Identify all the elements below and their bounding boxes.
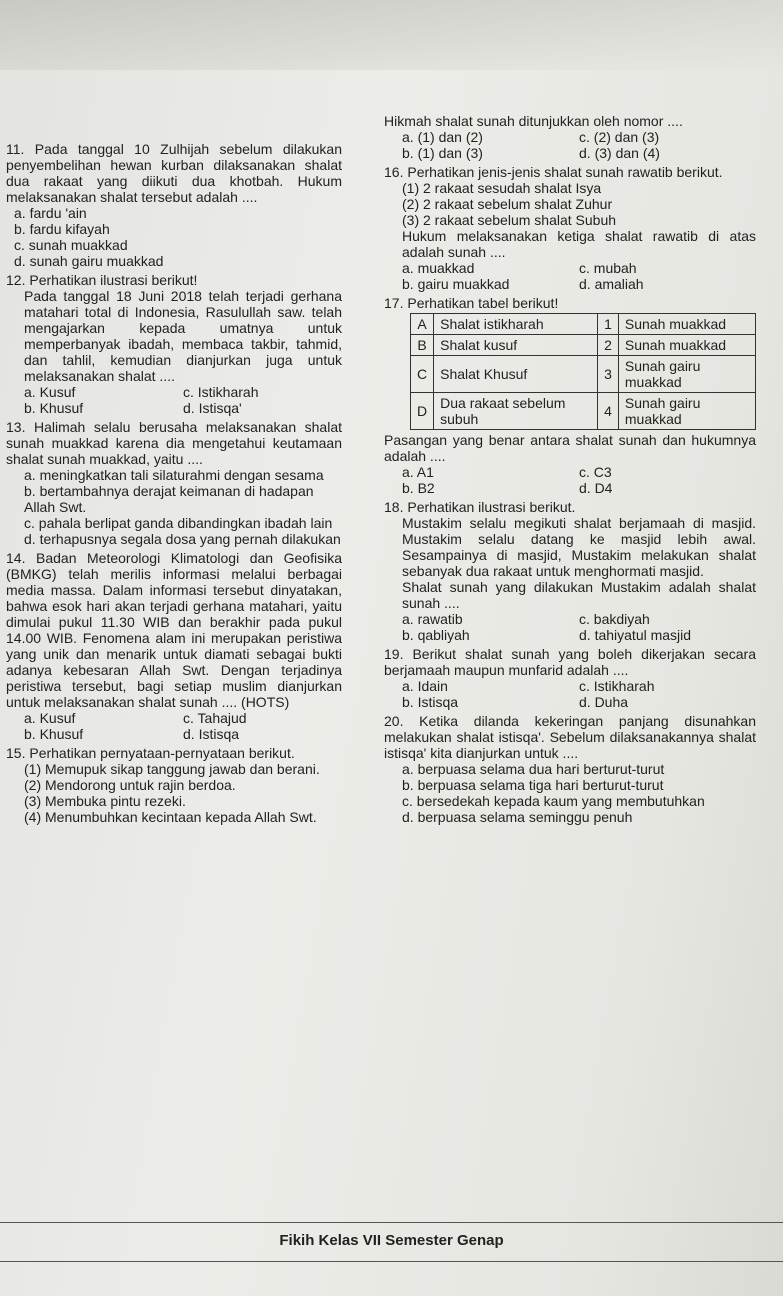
options-row (6, 710, 342, 726)
table-cell: A (411, 314, 434, 335)
table-cell: C (411, 356, 434, 393)
question-11 (6, 141, 342, 269)
question-12 (6, 272, 342, 416)
table-cell: Sunah gairu muakkad (618, 356, 755, 393)
option: b. B2 (402, 480, 435, 496)
statement-item: (4) Menumbuhkan kecintaan kepada Allah Swt. (24, 809, 317, 825)
option: b. berpuasa selama tiga hari berturut-turut (402, 777, 664, 793)
options-row (384, 678, 756, 694)
question-title: 17. Perhatikan tabel berikut! (384, 295, 559, 311)
page-fold-shadow (0, 0, 783, 70)
question-text: Shalat sunah yang dilakukan Mustakim adalah shalat sunah .... (402, 579, 756, 611)
options-row (6, 726, 342, 742)
option: c. C3 (579, 464, 612, 480)
table-cell: Dua rakaat sebelum subuh (434, 393, 598, 430)
option: a. A1 (402, 464, 434, 480)
option: a. meningkatkan tali silaturahmi dengan sesama (24, 467, 324, 483)
option: d. Istisqa' (183, 400, 242, 416)
question-text: Hikmah shalat sunah ditunjukkan oleh nomor .... (384, 113, 683, 129)
question-19 (384, 646, 756, 710)
options-row (384, 694, 756, 710)
question-18 (384, 499, 756, 643)
option: b. Istisqa (402, 694, 459, 710)
option: c. Istikharah (579, 678, 655, 694)
statement-item: (3) Membuka pintu rezeki. (24, 793, 186, 809)
table-cell: Sunah gairu muakkad (618, 393, 755, 430)
option-marked: a. Kusuf (24, 384, 76, 400)
option: d. Istisqa (183, 726, 240, 742)
option: a. berpuasa selama dua hari berturut-turut (402, 761, 665, 777)
illustration-text: Mustakim selalu megikuti shalat berjamaah di masjid. Mustakim selalu datang ke masjid lebih awal. Sesampainya di masjid, Mustakim melakukan shalat sebanyak dua rakaat untuk menghormati masjid. (402, 515, 756, 579)
table-cell: 1 (598, 314, 619, 335)
option: b. qabliyah (402, 627, 470, 643)
list-item: (3) 2 rakaat sebelum shalat Subuh (402, 212, 617, 228)
option: b. gairu muakkad (402, 276, 510, 292)
options-row (384, 260, 756, 276)
left-column (6, 138, 342, 825)
question-title: 18. Perhatikan ilustrasi berikut. (384, 499, 576, 515)
question-text: Pasangan yang benar antara shalat sunah dan hukumnya adalah .... (384, 432, 756, 464)
option: c. Istikharah (183, 384, 259, 400)
option: a. fardu 'ain (14, 205, 87, 221)
option: b. fardu kifayah (14, 221, 110, 237)
question-15-continued (384, 113, 756, 161)
option: d. amaliah (579, 276, 644, 292)
table-row (411, 393, 756, 430)
option: d. tahiyatul masjid (579, 627, 692, 643)
options-row (384, 464, 756, 480)
option: c. mubah (579, 260, 637, 276)
question-text: 11. Pada tanggal 10 Zulhijah sebelum dilakukan penyembelihan hewan kurban dilaksanakan shalat dua rakaat yang diikuti dua khotbah. Hukum melaksanakan shalat tersebut adalah .... (6, 141, 342, 205)
question-16 (384, 164, 756, 292)
list-item: (1) 2 rakaat sesudah shalat Isya (402, 180, 602, 196)
option: d. (3) dan (4) (579, 145, 660, 161)
footer-title: Fikih Kelas VII Semester Genap (279, 1232, 504, 1249)
table-row (411, 335, 756, 356)
question-text: Hukum melaksanakan ketiga shalat rawatib di atas adalah sunah .... (402, 228, 756, 260)
option-marked: a. Kusuf (24, 710, 76, 726)
options-row (384, 627, 756, 643)
option: d. terhapusnya segala dosa yang pernah dilakukan (24, 531, 341, 547)
option: b. Khusuf (24, 400, 84, 416)
shalat-table (410, 313, 756, 430)
option-marked: c. sunah muakkad (14, 237, 128, 253)
options-row (384, 129, 756, 145)
question-text: 14. Badan Meteorologi Klimatologi dan Geofisika (BMKG) telah merilis informasi melalui berbagai media massa. Dalam informasi tersebut dinyatakan, bahwa esok hari akan terjadi gerhana matahari, yaitu dimulai pukul 11.30 WIB dan berakhir pada pukul 14.00 WIB. Fenomena alam ini merupakan peristiwa yang unik dan menarik untuk diamati sebagai bukti adanya kebesaran Allah Swt. Dengan terjadinya peristiwa tersebut, bagi setiap muslim dianjurkan untuk melaksanakan shalat sunah .... (HOTS) (6, 550, 342, 710)
option: c. Tahajud (183, 710, 247, 726)
question-text: 20. Ketika dilanda kekeringan panjang disunahkan melakukan shalat istisqa'. Sebelum dilaksanakannya shalat istisqa' kita dianjurkan untuk .... (384, 713, 756, 761)
list-item: (2) 2 rakaat sebelum shalat Zuhur (402, 196, 613, 212)
option: d. D4 (579, 480, 613, 496)
table-cell: Sunah muakkad (618, 335, 755, 356)
option-marked: b. bertambahnya derajat keimanan di hadapan Allah Swt. (24, 483, 314, 515)
option: d. Duha (579, 694, 629, 710)
table-cell: Shalat Khusuf (434, 356, 598, 393)
option: d. sunah gairu muakkad (14, 253, 164, 269)
table-cell: D (411, 393, 434, 430)
option: c. bakdiyah (579, 611, 650, 627)
question-15 (6, 745, 342, 825)
right-column (384, 110, 756, 825)
statement-item: (2) Mendorong untuk rajin berdoa. (24, 777, 236, 793)
table-row (411, 314, 756, 335)
options-row (384, 611, 756, 627)
question-13 (6, 419, 342, 547)
options-row (6, 400, 342, 416)
question-title: 12. Perhatikan ilustrasi berikut! (6, 272, 198, 288)
table-cell: Shalat kusuf (434, 335, 598, 356)
option: a. rawatib (402, 611, 463, 627)
options-row (384, 145, 756, 161)
option: a. muakkad (402, 260, 475, 276)
option: c. pahala berlipat ganda dibandingkan ibadah lain (24, 515, 333, 531)
question-title: 16. Perhatikan jenis-jenis shalat sunah rawatib berikut. (384, 164, 723, 180)
options-row (384, 480, 756, 496)
table-row (411, 356, 756, 393)
question-text: 19. Berikut shalat sunah yang boleh dikerjakan secara berjamaah maupun munfarid adalah .... (384, 646, 756, 678)
table-cell: Sunah muakkad (618, 314, 755, 335)
option: a. Idain (402, 678, 448, 694)
option: b. (1) dan (3) (402, 145, 483, 161)
question-title: 15. Perhatikan pernyataan-pernyataan berikut. (6, 745, 295, 761)
option: b. Khusuf (24, 726, 84, 742)
options-row (6, 384, 342, 400)
table-cell: B (411, 335, 434, 356)
option: c. bersedekah kepada kaum yang membutuhkan (402, 793, 705, 809)
option: a. (1) dan (2) (402, 129, 483, 145)
table-cell: 4 (598, 393, 619, 430)
question-text: 13. Halimah selalu berusaha melaksanakan shalat sunah muakkad karena dia mengetahui keutamaan shalat sunah muakkad, yaitu .... (6, 419, 342, 467)
table-cell: 2 (598, 335, 619, 356)
statement-item: (1) Memupuk sikap tanggung jawab dan berani. (24, 761, 320, 777)
question-14 (6, 550, 342, 742)
options-row (384, 276, 756, 292)
question-17 (384, 295, 756, 496)
table-cell: Shalat istikharah (434, 314, 598, 335)
question-20 (384, 713, 756, 825)
option: c. (2) dan (3) (579, 129, 660, 145)
question-text: Pada tanggal 18 Juni 2018 telah terjadi gerhana matahari total di Indonesia, Rasulullah saw. telah mengajarkan kepada umatnya untuk memperbanyak ibadah, membaca takbir, tahmid, dan tahlil, kemudian dianjurkan juga untuk melaksanakan shalat .... (24, 288, 342, 384)
table-cell: 3 (598, 356, 619, 393)
option: d. berpuasa selama seminggu penuh (402, 809, 633, 825)
